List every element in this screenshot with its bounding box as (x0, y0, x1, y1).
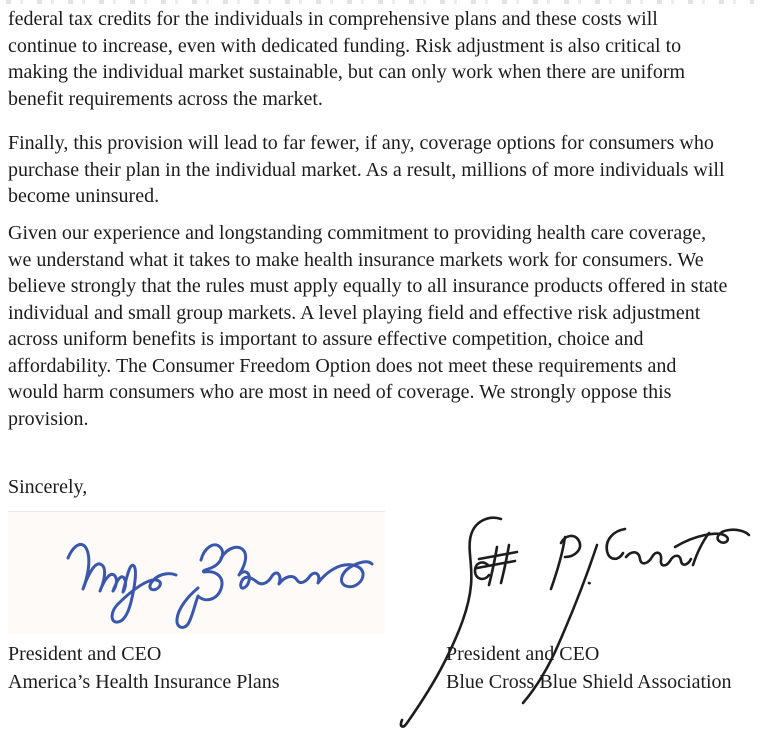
signature-marilyn-tavenner-icon (8, 512, 385, 634)
paragraph-3-line: across uniform benefits is important to assure effective competition, choice and (8, 328, 644, 350)
paragraph-1 (8, 6, 685, 112)
paragraph-2-line: Finally, this provision will lead to far fewer, if any, coverage options for consumers who (8, 132, 714, 154)
paragraph-3-line: would harm consumers who are most in need of coverage. We strongly oppose this (8, 381, 672, 403)
paragraph-3-line: believe strongly that the rules must apply equally to all insurance products offered in state (8, 275, 728, 297)
signer-organization: Blue Cross Blue Shield Association (446, 670, 732, 693)
paragraph-1-line: benefit requirements across the market. (8, 87, 323, 110)
paragraph-3-line: affordability. The Consumer Freedom Option does not meet these requirements and (8, 354, 677, 377)
paragraph-1-line: making the individual market sustainable, but can only work when there are uniform (8, 61, 686, 83)
paragraph-2-line: purchase their plan in the individual market. As a result, millions of more individuals will (8, 158, 725, 181)
paragraph-1-line: federal tax credits for the individuals in comprehensive plans and these costs will (8, 8, 658, 30)
paragraph-3-line: individual and small group markets. A level playing field and effective risk adjustment (8, 301, 701, 324)
signature-scott-serota-icon (393, 493, 762, 743)
scan-artifact-cropped-line (6, 0, 754, 4)
paragraph-2 (8, 130, 725, 210)
paragraph-3 (8, 220, 727, 432)
paragraph-1-line: continue to increase, even with dedicated funding. Risk adjustment is also critical to (8, 34, 682, 57)
signer-block-ahip (8, 641, 280, 696)
signature-panel-scott-serota (393, 493, 762, 743)
signer-organization: America’s Health Insurance Plans (8, 670, 280, 693)
signature-panel-marilyn-tavenner (8, 511, 385, 634)
closing-salutation: Sincerely, (8, 476, 88, 498)
paragraph-3-line: Given our experience and longstanding commitment to providing health care coverage, (8, 222, 707, 244)
signer-title: President and CEO (446, 643, 600, 665)
signer-block-bcbsa (446, 641, 732, 696)
paragraph-2-line: become uninsured. (8, 185, 160, 207)
paragraph-3-line: we understand what it takes to make health insurance markets work for consumers. We (8, 248, 704, 271)
paragraph-3-line: provision. (8, 407, 89, 430)
signer-title: President and CEO (8, 643, 162, 665)
